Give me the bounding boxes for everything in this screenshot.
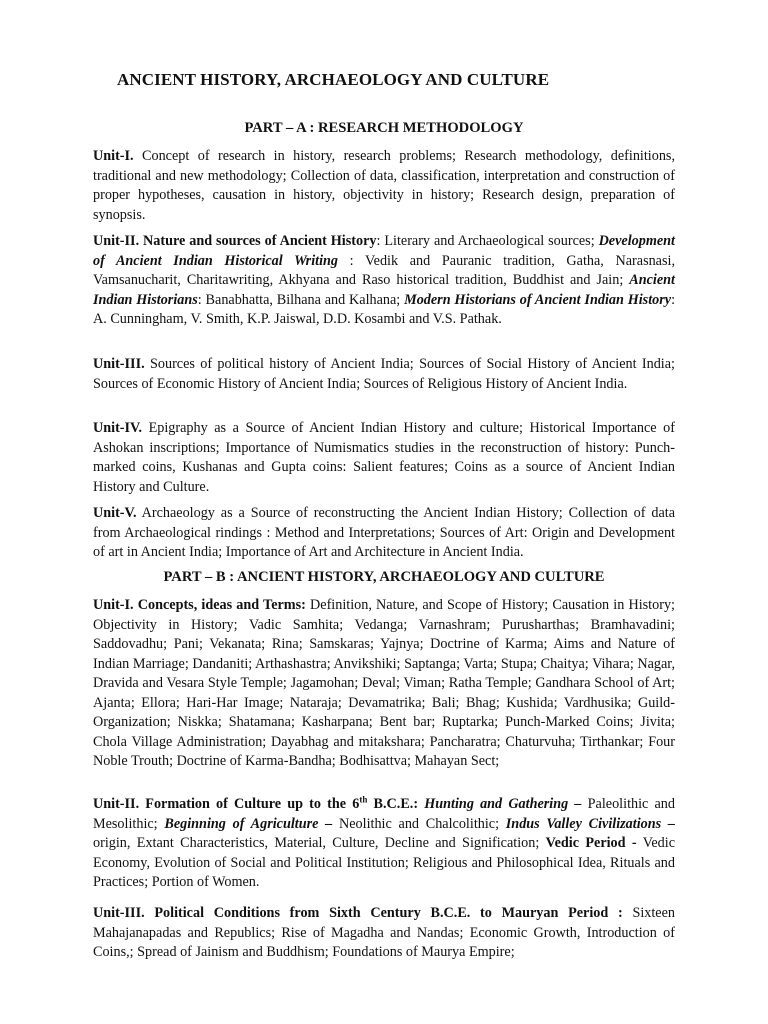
unit-label: Unit-II. Nature and sources of Ancient History xyxy=(93,233,377,249)
unit-text: : A. Cunningham, V. Smith, K.P. Jaiswal, D.D. Kosambi and V.S. Pathak. xyxy=(93,291,676,327)
unit-label: Unit-I. xyxy=(93,148,134,164)
unit-subheading: Beginning of Agriculture – xyxy=(164,815,333,832)
unit-label: Unit-IV. xyxy=(93,420,143,436)
unit-text: Definition, Nature, and Scope of History; Causation in History; Objectivity in History; Vadic Samhita; Vedanga; Varnashram; Purusharthas; Bramhavadini; Saddovadhu; Pani; Vekanata; Rina; Samskaras; Yajnya; Doctrine of Karma; Aims and Nature of Indian Marriage; Dandaniti; Arthashastra; Anvikshiki; Saptanga; Varta; Stupa; Chaitya; Vihara; Nagar, Dravida and Vesara Style Temple; Jagamohan; Deval; Viman; Ratha Temple; Gandhara School of Art; Ajanta; Ellora; Hari-Har Image; Nataraja; Devamatrika; Bali; Bhag; Kushida; Vardhusika; Guild-Organization; Niskka; Shatamana; Kasharpana; Bent bar; Ruptarka; Punch-Marked Coins; Jivita; Chola Village Administration; Dayabhag and mitakshara; Pancharatra; Chaturvuha; Tirthankar; Four Noble Trouth; Doctrine of Karma-Bandha; Bodhisattva; Mahayan Sect; xyxy=(93,597,675,769)
unit-label: Unit-V. xyxy=(93,505,137,521)
unit-subheading: Ancient Indian Historians xyxy=(93,272,675,308)
unit-label: Unit-II. Formation of Culture up to the 6 xyxy=(93,796,360,812)
unit-subheading: Development of Ancient Indian Historical Writing xyxy=(93,233,675,269)
unit-label: B.C.E.: xyxy=(367,796,419,812)
part-a-unit-5 xyxy=(93,504,675,563)
part-a-heading: PART – A : RESEARCH METHODOLOGY xyxy=(244,120,524,136)
unit-text: Epigraphy as a Source of Ancient Indian History and culture; Historical Importance of Ashokan inscriptions; Importance of Numismatics studies in the reconstruction of history: Punch-marked coins, Kushanas and Gupta coins: Salient features; Coins as a source of Ancient Indian History and Culture. xyxy=(93,420,675,495)
unit-text: : Literary and Archaeological sources; xyxy=(376,233,599,249)
unit-text: Archaeology as a Source of reconstructing the Ancient Indian History; Collection of data from Archaeological rindings : Method and Interpretations; Sources of Art: Origin and Development of art in Ancient India; Importance of Art and Architecture in Ancient India. xyxy=(93,505,675,560)
unit-label: Unit-III. xyxy=(93,356,145,372)
unit-subheading: Vedic Period - xyxy=(545,835,637,851)
unit-text: Vedic Economy, Evolution of Social and Political Institution; Religious and Philosophical Idea, Rituals and Practices; Portion of Women. xyxy=(93,835,676,890)
unit-text: origin, Extant Characteristics, Material, Culture, Decline and Signification; xyxy=(93,835,546,851)
part-b-unit-2 xyxy=(93,795,675,893)
unit-text: Sixteen Mahajanapadas and Republics; Rise of Magadha and Nandas; Economic Growth, Introduction of Coins,; Spread of Jainism and Buddhism; Foundations of Maurya Empire; xyxy=(93,905,675,960)
part-b-heading: PART – B : ANCIENT HISTORY, ARCHAEOLOGY AND CULTURE xyxy=(163,569,605,585)
unit-label-superscript: th xyxy=(359,794,368,805)
unit-text: Concept of research in history, research problems; Research methodology, definitions, traditional and new methodology; Collection of data, classification, interpretation and construction of proper hypotheses, causation in history, objectivity in history; Research design, preparation of synopsis. xyxy=(93,148,675,223)
unit-text: Sources of political history of Ancient India; Sources of Social History of Ancient India; Sources of Economic History of Ancient India; Sources of Religious History of Ancient India. xyxy=(93,356,675,392)
unit-label: Unit-I. Concepts, ideas and Terms: xyxy=(93,597,306,613)
part-a-unit-2 xyxy=(93,232,675,330)
part-a-unit-1 xyxy=(93,147,675,225)
unit-subheading: Modern Historians of Ancient Indian History xyxy=(404,291,672,308)
unit-text: : Vedik and Pauranic tradition, Gatha, Narasnasi, Vamsanucharit, Charitawriting, Akhyana and Raso historical tradition, Buddhist and Jain; xyxy=(93,252,675,288)
unit-label: Unit-III. Political Conditions from Sixth Century B.C.E. to Mauryan Period : xyxy=(93,905,623,921)
part-b-unit-1 xyxy=(93,596,675,772)
document-title: ANCIENT HISTORY, ARCHAEOLOGY AND CULTURE xyxy=(117,70,550,89)
part-a-unit-3 xyxy=(93,355,675,394)
unit-text: Neolithic and Chalcolithic; xyxy=(332,815,506,832)
part-b-unit-3 xyxy=(93,904,675,963)
part-a-unit-4 xyxy=(93,419,675,497)
unit-text: : Banabhatta, Bilhana and Kalhana; xyxy=(197,291,405,308)
unit-subheading: Indus Valley Civilizations – xyxy=(505,815,675,832)
unit-text: Paleolithic and Mesolithic; xyxy=(93,796,675,832)
unit-subheading: Hunting and Gathering – xyxy=(418,796,582,812)
